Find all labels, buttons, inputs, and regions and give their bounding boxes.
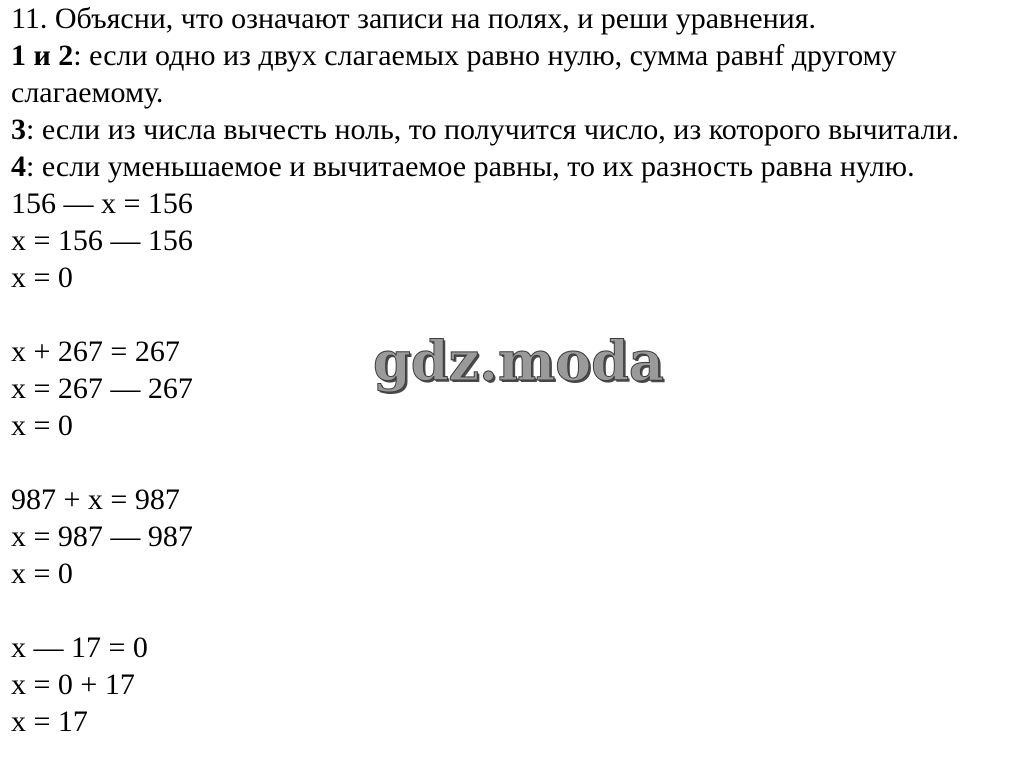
- equation-line: x — 17 = 0: [11, 631, 148, 664]
- rule-text: : если одно из двух слагаемых равно нулю, сумма равнf другому слагаемому.: [11, 39, 897, 109]
- equation-line: 987 + x = 987: [11, 483, 180, 516]
- equation-line: x = 0: [11, 557, 73, 590]
- equation-line: x = 987 — 987: [11, 520, 193, 553]
- equation-block-3: [11, 481, 1026, 592]
- watermark-logo: gdz.moda: [373, 329, 664, 393]
- equation-line: x = 156 — 156: [11, 224, 193, 257]
- rule-text: : если из числа вычесть ноль, то получится число, из которого вычитали.: [26, 113, 960, 146]
- task-title: 11. Объясни, что означают записи на полях, и реши уравнения.: [11, 2, 816, 35]
- equation-line: x = 0: [11, 261, 73, 294]
- equation-line: 156 — x = 156: [11, 187, 193, 220]
- spacer: [11, 444, 1026, 481]
- equation-line: x = 0: [11, 409, 73, 442]
- rule-3: [11, 111, 1026, 148]
- rule-4: [11, 148, 1026, 185]
- equation-line: x = 0 + 17: [11, 668, 135, 701]
- equation-line: x + 267 = 267: [11, 335, 180, 368]
- rule-label: 4: [11, 150, 26, 183]
- spacer: [11, 592, 1026, 629]
- rule-label: 3: [11, 113, 26, 146]
- equation-block-1: [11, 185, 1026, 296]
- equation-line: x = 267 — 267: [11, 372, 193, 405]
- rule-1-2: [11, 37, 1026, 111]
- rule-text: : если уменьшаемое и вычитаемое равны, то их разность равна нулю.: [26, 150, 915, 183]
- equation-block-4: [11, 629, 1026, 740]
- rule-label: 1 и 2: [11, 39, 74, 72]
- equation-line: x = 17: [11, 705, 88, 738]
